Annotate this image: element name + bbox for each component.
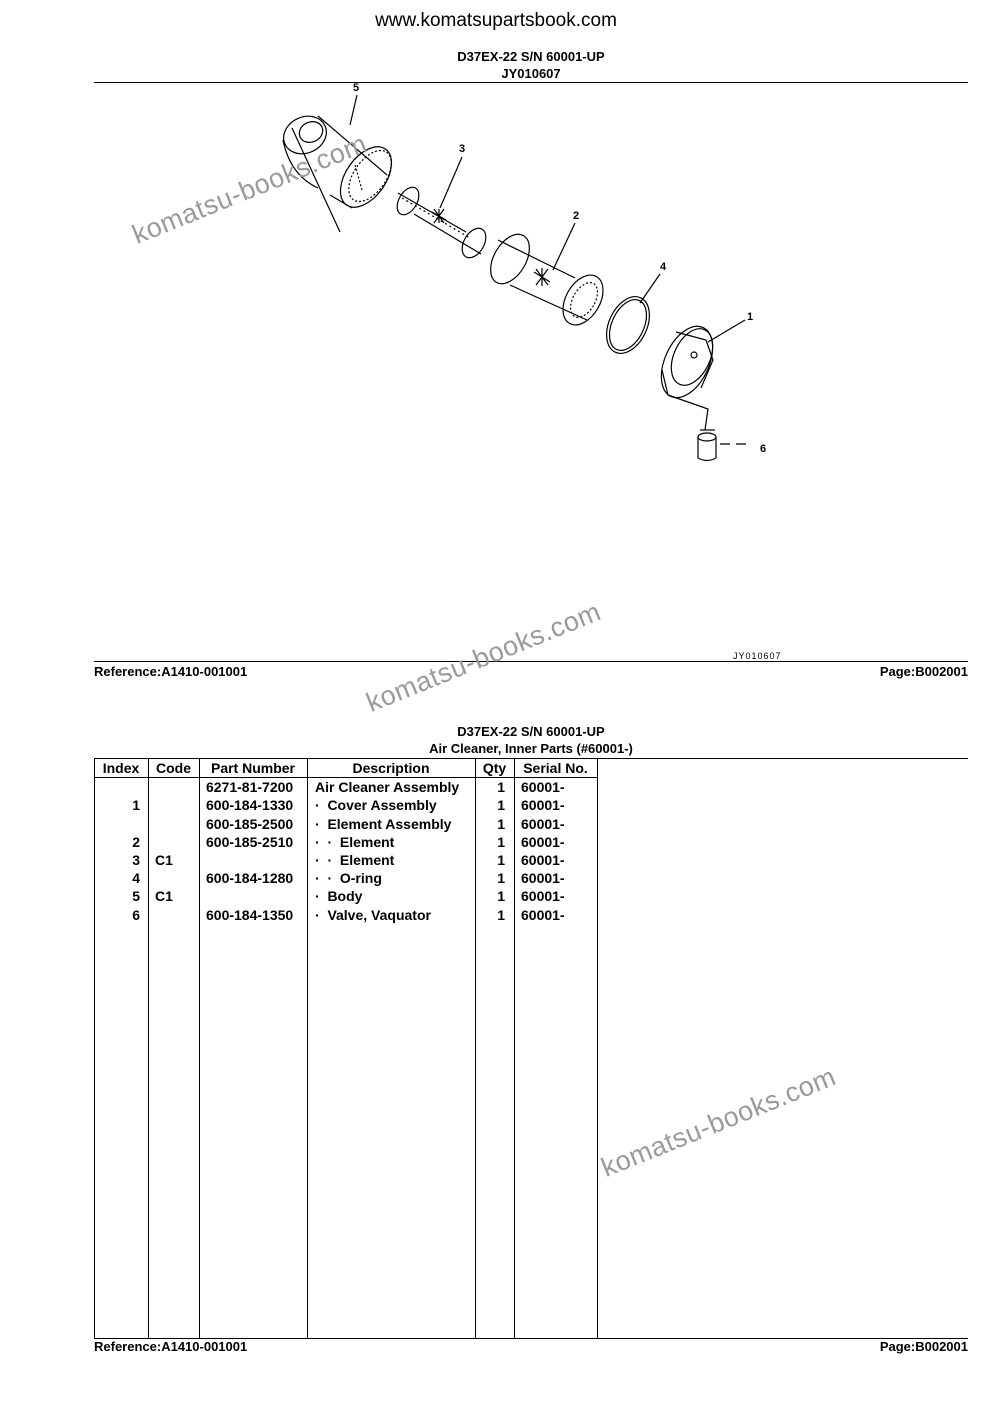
cell-serial: 60001- xyxy=(521,834,565,850)
cell-description: · Body xyxy=(315,888,363,904)
cell-qty: 1 xyxy=(497,816,505,832)
cell-qty: 1 xyxy=(497,852,505,868)
cell-index: 5 xyxy=(132,888,140,904)
cell-code: C1 xyxy=(155,852,173,868)
cell-index xyxy=(94,778,140,796)
leader-2 xyxy=(553,223,575,270)
cell-description: · · Element xyxy=(315,834,395,850)
cell-serial: 60001- xyxy=(521,870,565,886)
cell-description: · Valve, Vaquator xyxy=(315,907,431,923)
header-code: Code xyxy=(156,760,191,776)
table-row xyxy=(94,906,598,924)
o-ring-drawing xyxy=(598,290,658,360)
cell-description: · · O-ring xyxy=(315,870,382,886)
leader-5 xyxy=(350,95,357,125)
site-url: www.komatsupartsbook.com xyxy=(375,10,617,31)
header-part-number: Part Number xyxy=(210,760,296,776)
figure-code: JY010607 xyxy=(733,651,782,661)
cover-drawing xyxy=(651,318,723,430)
watermark-1: komatsu-books.com xyxy=(128,128,372,250)
cell-part-number: 600-184-1350 xyxy=(206,907,294,923)
cell-qty: 1 xyxy=(497,834,505,850)
cell-part-number: 600-185-2510 xyxy=(206,834,294,850)
cell-serial: 60001- xyxy=(521,852,565,868)
table-row xyxy=(94,833,598,851)
page-lower: Page:B002001 xyxy=(879,1339,968,1354)
cell-serial: 60001- xyxy=(521,779,565,795)
diagram-model: D37EX-22 S/N 60001-UP xyxy=(457,49,605,64)
cell-qty: 1 xyxy=(497,907,505,923)
cell-index: 3 xyxy=(132,852,140,868)
table-row xyxy=(94,869,598,887)
cell-index: 6 xyxy=(132,907,140,923)
header-qty: Qty xyxy=(482,760,507,776)
cell-index: 1 xyxy=(132,797,140,813)
cell-qty: 1 xyxy=(497,888,505,904)
watermark-3: komatsu-books.com xyxy=(597,1061,841,1183)
table-row xyxy=(94,851,598,869)
table-row xyxy=(94,778,598,796)
inner-element-drawing xyxy=(393,184,491,262)
cell-serial: 60001- xyxy=(521,816,565,832)
table-model: D37EX-22 S/N 60001-UP xyxy=(457,724,605,739)
table-row xyxy=(94,796,598,814)
reference-upper: Reference:A1410-001001 xyxy=(94,664,248,679)
cell-description: · Element Assembly xyxy=(315,816,452,832)
cell-serial: 60001- xyxy=(521,888,565,904)
cell-index: 4 xyxy=(132,870,140,886)
cell-part-number: 600-184-1330 xyxy=(206,797,294,813)
leader-3 xyxy=(440,157,462,208)
callout-5: 5 xyxy=(353,82,360,94)
watermark-2: komatsu-books.com xyxy=(362,596,606,718)
cell-code: C1 xyxy=(155,888,173,904)
cell-description: Air Cleaner Assembly xyxy=(315,779,460,795)
header-index: Index xyxy=(102,760,140,776)
parts-diagram xyxy=(0,0,992,700)
reference-lower: Reference:A1410-001001 xyxy=(94,1339,248,1354)
callout-3: 3 xyxy=(459,143,466,155)
cell-qty: 1 xyxy=(497,779,505,795)
callout-6: 6 xyxy=(760,443,767,455)
cell-part-number: 6271-81-7200 xyxy=(206,779,294,795)
diagram-code: JY010607 xyxy=(501,66,561,81)
cell-serial: 60001- xyxy=(521,907,565,923)
cell-description: · Cover Assembly xyxy=(315,797,437,813)
header-serial: Serial No. xyxy=(523,760,588,776)
valve-drawing xyxy=(698,433,746,461)
callout-1: 1 xyxy=(747,311,754,323)
cell-index xyxy=(94,815,140,833)
header-description: Description xyxy=(352,760,430,776)
cell-description: · · Element xyxy=(315,852,395,868)
diagram-bottom-rule xyxy=(94,661,968,662)
table-row xyxy=(94,887,598,905)
cell-part-number: 600-185-2500 xyxy=(206,816,294,832)
page-upper: Page:B002001 xyxy=(879,664,968,679)
table-top-rule xyxy=(94,758,968,759)
cell-index: 2 xyxy=(132,834,140,850)
table-title: Air Cleaner, Inner Parts (#60001-) xyxy=(429,741,633,756)
element-drawing xyxy=(483,228,612,332)
callout-2: 2 xyxy=(573,210,580,222)
callout-4: 4 xyxy=(660,261,667,273)
cell-qty: 1 xyxy=(497,870,505,886)
table-row xyxy=(94,815,598,833)
leader-1 xyxy=(708,320,745,342)
cell-part-number: 600-184-1280 xyxy=(206,870,294,886)
cell-serial: 60001- xyxy=(521,797,565,813)
leader-4 xyxy=(640,274,660,303)
cell-qty: 1 xyxy=(497,797,505,813)
